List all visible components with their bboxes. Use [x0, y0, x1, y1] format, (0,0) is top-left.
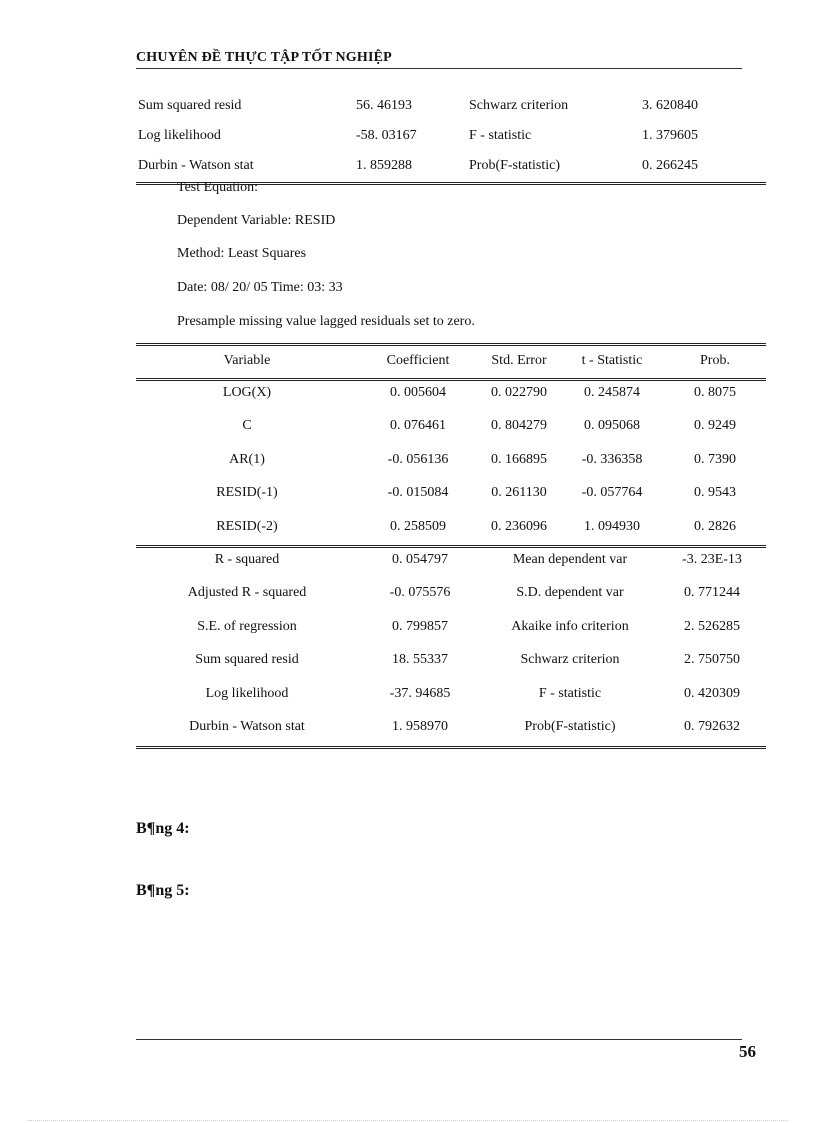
coefficient-cell: 0. 076461: [390, 418, 446, 434]
page-header-title: CHUYÊN ĐỀ THỰC TẬP TỐT NGHIỆP: [136, 50, 392, 65]
table-row: [136, 410, 766, 444]
stat-value: 0. 420309: [684, 685, 740, 701]
std-error-cell: 0. 236096: [491, 518, 547, 534]
prob-cell: 0. 9543: [694, 485, 736, 501]
stat-label: Prob(F-statistic): [524, 719, 616, 735]
stat-value: -58. 03167: [356, 128, 417, 143]
top-stats-row: [138, 98, 758, 118]
stat-value: 3. 620840: [642, 98, 698, 113]
method-line: Method: Least Squares: [177, 246, 307, 261]
stat-value: -3. 23E-13: [682, 551, 742, 567]
table-row: [136, 510, 766, 544]
std-error-cell: 0. 166895: [491, 451, 547, 467]
t-statistic-cell: -0. 057764: [581, 485, 643, 501]
stat-label: Schwarz criterion: [520, 652, 620, 668]
table-row: [136, 477, 766, 511]
table-row: [136, 677, 766, 711]
stat-label: F - statistic: [469, 128, 532, 143]
coef-table-header-row: [136, 347, 766, 375]
t-statistic-cell: -0. 336358: [581, 451, 643, 467]
stat-label: Log likelihood: [205, 685, 289, 701]
table-row: [136, 610, 766, 644]
std-error-cell: 0. 261130: [491, 485, 547, 501]
section-label-bang5: B¶ng 5:: [136, 882, 190, 899]
section-label-bang4: B¶ng 4:: [136, 820, 190, 837]
test-equation-label: Test Equation:: [177, 180, 259, 195]
dependent-variable-line: Dependent Variable: RESID: [177, 213, 336, 228]
stats-table-bottom-rule: [136, 746, 766, 749]
page-number: 56: [739, 1042, 756, 1061]
header-rule: [136, 68, 742, 69]
stat-value: 1. 859288: [356, 158, 412, 173]
stat-value: 0. 054797: [392, 551, 448, 567]
stat-label: Prob(F-statistic): [469, 158, 560, 173]
stat-label: Sum squared resid: [195, 652, 299, 668]
stat-label: Durbin - Watson stat: [138, 158, 254, 173]
prob-cell: 0. 7390: [694, 451, 736, 467]
variable-cell: AR(1): [229, 451, 265, 467]
stat-label: Adjusted R - squared: [187, 585, 307, 601]
coefficient-cell: -0. 015084: [387, 485, 449, 501]
stat-value: 1. 958970: [392, 719, 448, 735]
stat-value: 0. 771244: [684, 585, 740, 601]
std-error-cell: 0. 022790: [491, 384, 547, 400]
stat-label: S.E. of regression: [197, 618, 297, 634]
table-row: [136, 644, 766, 678]
variable-cell: C: [242, 418, 252, 434]
column-header: Prob.: [700, 353, 730, 368]
t-statistic-cell: 0. 245874: [584, 384, 640, 400]
table-row: [136, 711, 766, 745]
stat-value: 1. 379605: [642, 128, 698, 143]
stat-value: -37. 94685: [389, 685, 451, 701]
stat-label: Akaike info criterion: [511, 618, 629, 634]
coefficient-cell: 0. 258509: [390, 518, 446, 534]
date-time-line: Date: 08/ 20/ 05 Time: 03: 33: [177, 280, 343, 295]
footer-rule: [136, 1039, 742, 1040]
table-row: [136, 376, 766, 410]
coefficient-table: [136, 347, 766, 375]
stat-value: -0. 075576: [389, 585, 451, 601]
stat-label: S.D. dependent var: [516, 585, 624, 601]
stat-label: Sum squared resid: [138, 98, 242, 113]
stat-label: R - squared: [214, 551, 280, 567]
stat-value: 0. 266245: [642, 158, 698, 173]
coefficient-cell: -0. 056136: [387, 451, 449, 467]
coefficient-table-body: [136, 376, 766, 544]
table-row: [136, 577, 766, 611]
stat-value: 2. 750750: [684, 652, 740, 668]
stat-value: 0. 799857: [392, 618, 448, 634]
stat-value: 2. 526285: [684, 618, 740, 634]
column-header: Coefficient: [386, 353, 450, 368]
stat-label: Mean dependent var: [512, 551, 628, 567]
table-row: [136, 543, 766, 577]
regression-stats-table: [136, 543, 766, 744]
coefficient-cell: 0. 005604: [390, 384, 446, 400]
stat-value: 56. 46193: [356, 98, 412, 113]
t-statistic-cell: 1. 094930: [584, 518, 640, 534]
variable-cell: RESID(-2): [216, 518, 278, 534]
presample-note: Presample missing value lagged residuals set to zero.: [177, 314, 475, 329]
page-edge-divider: [28, 1120, 788, 1121]
coef-table-top-rule: [136, 343, 766, 346]
table-row: [136, 443, 766, 477]
variable-cell: LOG(X): [222, 384, 272, 400]
std-error-cell: 0. 804279: [491, 418, 547, 434]
prob-cell: 0. 2826: [694, 518, 736, 534]
stat-label: Log likelihood: [138, 128, 221, 143]
column-header: Std. Error: [491, 353, 547, 368]
stat-value: 0. 792632: [684, 719, 740, 735]
prob-cell: 0. 9249: [694, 418, 736, 434]
column-header: Variable: [223, 353, 271, 368]
stat-value: 18. 55337: [392, 652, 448, 668]
stat-label: Schwarz criterion: [469, 98, 569, 113]
stat-label: Durbin - Watson stat: [189, 719, 305, 735]
t-statistic-cell: 0. 095068: [584, 418, 640, 434]
top-stats-row: [138, 158, 758, 178]
stat-label: F - statistic: [538, 685, 602, 701]
top-stats-row: [138, 128, 758, 148]
prob-cell: 0. 8075: [694, 384, 736, 400]
column-header: t - Statistic: [581, 353, 643, 368]
variable-cell: RESID(-1): [216, 485, 278, 501]
